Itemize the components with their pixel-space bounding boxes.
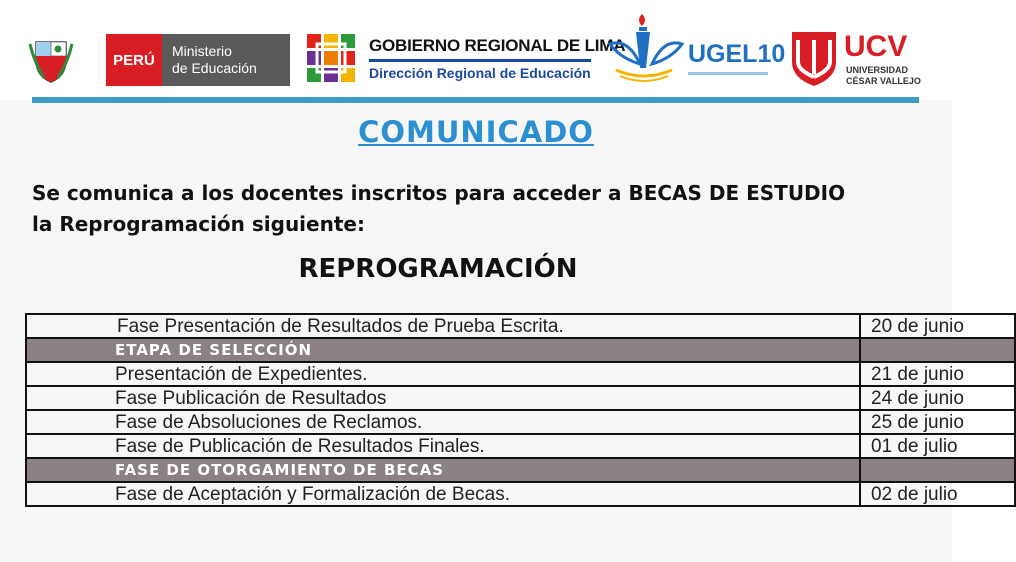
peru-label: PERÚ: [106, 34, 162, 86]
ucv-fullname: [846, 65, 921, 87]
notice-intro: [32, 178, 942, 240]
ucv-line-2: CÉSAR VALLEJO: [846, 76, 921, 86]
peru-coat-of-arms-icon: [28, 34, 74, 84]
ugel-name: UGEL10: [688, 40, 786, 68]
phase-date: 21 de junio: [860, 362, 1015, 386]
phase-date: 24 de junio: [860, 386, 1015, 410]
table-row: [26, 362, 1015, 386]
gore-title: GOBIERNO REGIONAL DE LIMA: [369, 36, 626, 55]
ministry-label: [162, 34, 290, 86]
ugel-logo: [606, 10, 786, 90]
table-row: [26, 386, 1015, 410]
header-logos: [0, 0, 952, 100]
table-row: [26, 482, 1015, 506]
phase-date: 01 de julio: [860, 434, 1015, 458]
phase-date: 02 de julio: [860, 482, 1015, 506]
phase-label: Fase de Absoluciones de Reclamos.: [26, 410, 860, 434]
phase-date: 25 de junio: [860, 410, 1015, 434]
ministry-line-1: Ministerio: [172, 43, 232, 59]
ucv-logo: [790, 30, 920, 90]
phase-label: Presentación de Expedientes.: [26, 362, 860, 386]
ucv-line-1: UNIVERSIDAD: [846, 65, 909, 75]
header-divider: [32, 97, 919, 103]
ucv-acronym: UCV: [844, 30, 908, 63]
phase-date: [860, 458, 1015, 482]
reprogramming-heading: [0, 254, 876, 284]
section-row: [26, 338, 1015, 362]
intro-line-2: la Reprogramación siguiente:: [32, 212, 365, 236]
table-row: [26, 434, 1015, 458]
ugel-book-torch-icon: [606, 10, 688, 90]
schedule-body: [26, 314, 1015, 506]
gore-lima-logo: [305, 30, 626, 88]
table-row: [26, 314, 1015, 338]
phase-date: 20 de junio: [860, 314, 1015, 338]
ugel-underline: [688, 72, 768, 75]
intro-line-1: Se comunica a los docentes inscritos para acceder a BECAS DE ESTUDIO: [32, 181, 846, 205]
phase-date: [860, 338, 1015, 362]
ucv-shield-icon: [790, 30, 838, 88]
phase-label: Fase Presentación de Resultados de Prueba Escrita.: [26, 314, 860, 338]
section-title: FASE DE OTORGAMIENTO DE BECAS: [26, 458, 860, 482]
gore-divider: [369, 59, 591, 62]
schedule-table: [25, 313, 1016, 507]
section-title: ETAPA DE SELECCIÓN: [26, 338, 860, 362]
notice-heading: COMUNICADO: [358, 115, 594, 149]
phase-label: Fase Publicación de Resultados: [26, 386, 860, 410]
gore-lima-emblem-icon: [305, 32, 357, 84]
gore-subtitle: Dirección Regional de Educación: [369, 65, 591, 81]
ministry-line-2: de Educación: [172, 60, 257, 76]
phase-label: Fase de Publicación de Resultados Finales.: [26, 434, 860, 458]
section-row: [26, 458, 1015, 482]
table-row: [26, 410, 1015, 434]
phase-label: Fase de Aceptación y Formalización de Becas.: [26, 482, 860, 506]
minedu-logo: [28, 30, 290, 88]
minedu-wordmark: [106, 34, 290, 86]
reprogramming-heading-text: REPROGRAMACIÓN: [298, 254, 578, 284]
